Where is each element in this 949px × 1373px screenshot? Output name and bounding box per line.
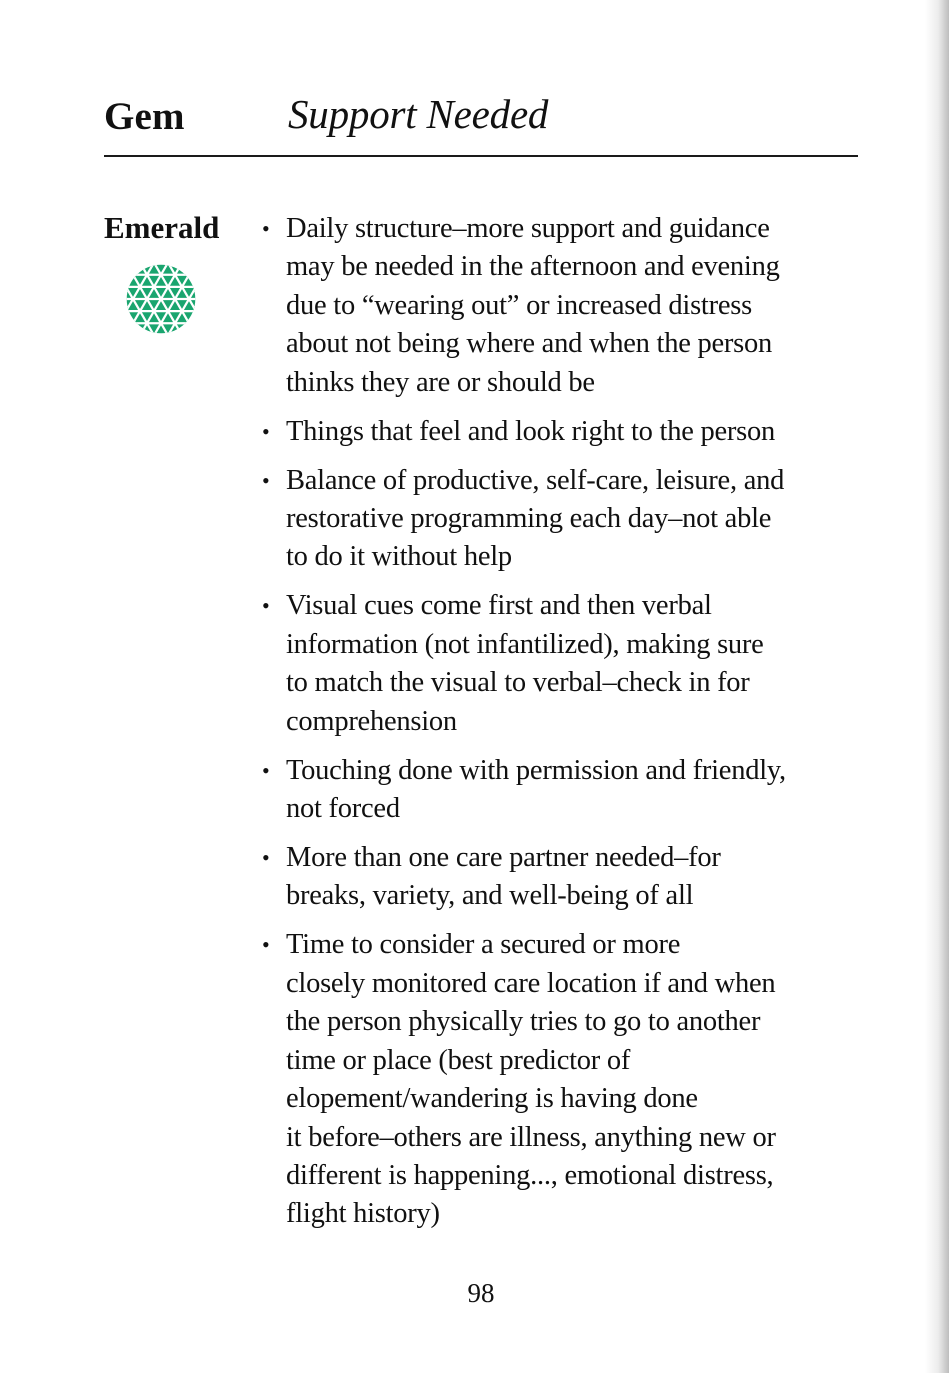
page-number: 98 xyxy=(467,1278,495,1308)
list-item xyxy=(262,462,862,577)
support-needed-column-heading: Support Needed xyxy=(288,91,549,137)
list-item-line: may be needed in the afternoon and evening xyxy=(286,251,780,283)
list-item-line: time or place (best predictor of xyxy=(286,1044,631,1076)
list-item-line: to match the visual to verbal–check in for xyxy=(286,667,750,699)
list-item-line: comprehension xyxy=(286,705,457,737)
bullet-dot: • xyxy=(262,757,270,783)
list-item-line: Touching done with permission and friendly, xyxy=(286,754,786,786)
list-item-line: the person physically tries to go to another xyxy=(286,1006,761,1038)
list-item-line: information (not infantilized), making sure xyxy=(286,628,764,660)
bullet-dot: • xyxy=(262,593,270,619)
list-item-line: due to “wearing out” or increased distress xyxy=(286,289,752,321)
list-item-line: breaks, variety, and well-being of all xyxy=(286,880,694,912)
list-item-line: Time to consider a secured or more xyxy=(286,929,681,961)
list-item-line: elopement/wandering is having done xyxy=(286,1083,698,1115)
list-item-line: about not being where and when the person xyxy=(286,328,772,360)
table-header xyxy=(104,86,858,156)
list-item-line: different is happening..., emotional distress, xyxy=(286,1159,774,1191)
bullet-dot: • xyxy=(262,932,270,958)
list-item-line: Visual cues come first and then verbal xyxy=(286,590,712,622)
list-item xyxy=(262,839,862,916)
list-item xyxy=(262,926,862,1233)
list-item-line: to do it without help xyxy=(286,541,512,573)
bullet-dot: • xyxy=(262,467,270,493)
list-item-line: thinks they are or should be xyxy=(286,366,595,398)
list-item-line: More than one care partner needed–for xyxy=(286,842,721,874)
page-edge-shadow xyxy=(925,0,949,1373)
list-item-line: flight history) xyxy=(286,1198,440,1230)
bullet-dot: • xyxy=(262,845,270,871)
header-rule xyxy=(104,155,858,157)
list-item xyxy=(262,210,862,402)
list-item xyxy=(262,413,862,451)
list-item-line: restorative programming each day–not able xyxy=(286,503,772,535)
list-item-line: Things that feel and look right to the person xyxy=(286,415,775,447)
list-item-line: not forced xyxy=(286,793,400,825)
list-item-line: Balance of productive, self-care, leisure, and xyxy=(286,464,785,496)
list-item xyxy=(262,587,862,741)
list-item xyxy=(262,752,862,829)
gem-name: Emerald xyxy=(104,210,220,245)
list-item-line: it before–others are illness, anything new or xyxy=(286,1121,776,1153)
bullet-dot: • xyxy=(262,216,270,241)
list-item-line: closely monitored care location if and when xyxy=(286,967,776,999)
bullet-dot: • xyxy=(262,418,270,444)
support-list xyxy=(262,210,862,1244)
list-item-line: Daily structure–more support and guidance xyxy=(286,213,770,244)
emerald-gem-icon xyxy=(126,264,196,334)
gem-column-heading: Gem xyxy=(104,95,185,138)
